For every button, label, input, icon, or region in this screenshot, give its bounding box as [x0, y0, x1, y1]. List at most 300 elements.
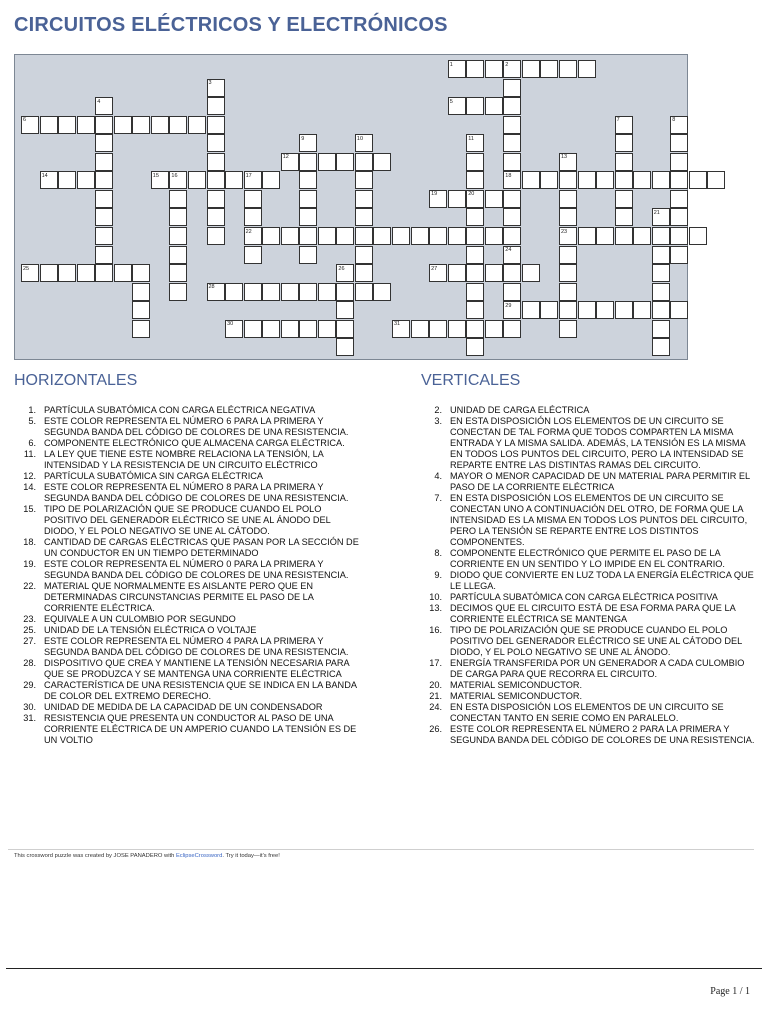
crossword-cell[interactable] [21, 116, 39, 134]
crossword-cell[interactable] [615, 301, 633, 319]
clue-number-label: 21 [653, 209, 660, 216]
clue-number-label: 1 [449, 61, 453, 68]
crossword-cell[interactable] [299, 227, 317, 245]
clue-number-label: 11 [468, 135, 474, 142]
crossword-cell[interactable] [40, 264, 58, 282]
crossword-cell[interactable] [299, 320, 317, 338]
crossword-cell[interactable] [540, 301, 558, 319]
crossword-cell[interactable] [466, 60, 484, 78]
crossword-cell[interactable] [299, 246, 317, 264]
crossword-cell[interactable] [615, 190, 633, 208]
crossword-cell[interactable] [411, 320, 429, 338]
crossword-cell[interactable] [336, 153, 354, 171]
crossword-cell[interactable] [503, 208, 521, 226]
crossword-cell[interactable] [578, 227, 596, 245]
clue-number: 16. [429, 625, 442, 635]
clue-number: 12. [23, 471, 36, 481]
horizontal-clue [14, 680, 359, 702]
crossword-cell[interactable] [225, 171, 243, 189]
clue-number-label: 3 [208, 80, 212, 87]
clue-number: 24. [429, 702, 442, 712]
crossword-cell[interactable] [466, 190, 484, 208]
crossword-cell[interactable] [485, 264, 503, 282]
vertical-clue [420, 493, 755, 548]
clue-text: PARTÍCULA SUBATÓMICA CON CARGA ELÉCTRICA NEGATIVA [44, 405, 316, 415]
crossword-cell[interactable] [355, 190, 373, 208]
crossword-cell[interactable] [77, 171, 95, 189]
crossword-cell[interactable] [429, 190, 447, 208]
crossword-cell[interactable] [503, 246, 521, 264]
crossword-cell[interactable] [244, 227, 262, 245]
crossword-cell[interactable] [540, 171, 558, 189]
crossword-cell[interactable] [652, 320, 670, 338]
crossword-cell[interactable] [299, 134, 317, 152]
crossword-cell[interactable] [318, 227, 336, 245]
crossword-cell[interactable] [466, 301, 484, 319]
eclipsecrossword-link[interactable]: EclipseCrossword [175, 853, 223, 859]
crossword-cell[interactable] [615, 171, 633, 189]
crossword-cell[interactable] [522, 60, 540, 78]
clue-number: 29. [23, 680, 36, 690]
clue-text: ESTE COLOR REPRESENTA EL NÚMERO 0 PARA LA PRIMERA Y SEGUNDA BANDA DEL CÓDIGO DE COLORES DE UNA RESISTENCIA. [44, 559, 349, 580]
crossword-cell[interactable] [281, 320, 299, 338]
crossword-cell[interactable] [633, 227, 651, 245]
clue-number-label: 28 [208, 284, 215, 291]
clue-number-label: 31 [394, 321, 401, 328]
crossword-cell[interactable] [207, 190, 225, 208]
crossword-cell[interactable] [652, 227, 670, 245]
crossword-cell[interactable] [336, 320, 354, 338]
crossword-cell[interactable] [503, 60, 521, 78]
crossword-cell[interactable] [77, 264, 95, 282]
crossword-cell[interactable] [392, 320, 410, 338]
horizontal-clue [14, 449, 359, 471]
crossword-cell[interactable] [485, 97, 503, 115]
crossword-cell[interactable] [429, 264, 447, 282]
clue-number-label: 15 [152, 172, 159, 179]
clue-text: PARTÍCULA SUBATÓMICA SIN CARGA ELÉCTRICA [44, 471, 264, 481]
crossword-cell[interactable] [670, 208, 688, 226]
crossword-cell[interactable] [652, 283, 670, 301]
crossword-cell[interactable] [559, 320, 577, 338]
vertical-clue [420, 416, 755, 471]
crossword-cell[interactable] [503, 190, 521, 208]
crossword-cell[interactable] [689, 171, 707, 189]
crossword-cell[interactable] [578, 171, 596, 189]
crossword-cell[interactable] [169, 208, 187, 226]
clue-text: RESISTENCIA QUE PRESENTA UN CONDUCTOR AL PASO DE UNA CORRIENTE ELÉCTRICA DE UN AMPERIO CUANDO LA TENSIÓN ES DE UN VOLTIO [44, 713, 357, 745]
crossword-cell[interactable] [615, 134, 633, 152]
crossword-cell[interactable] [540, 60, 558, 78]
crossword-cell[interactable] [670, 116, 688, 134]
horizontal-heading: HORIZONTALES [14, 372, 138, 389]
crossword-cell[interactable] [281, 153, 299, 171]
crossword-cell[interactable] [336, 283, 354, 301]
crossword-cell[interactable] [615, 116, 633, 134]
horizontal-clue [14, 482, 359, 504]
crossword-cell[interactable] [448, 227, 466, 245]
crossword-cell[interactable] [355, 134, 373, 152]
clue-number-label: 26 [338, 265, 345, 272]
crossword-cell[interactable] [299, 153, 317, 171]
crossword-cell[interactable] [95, 134, 113, 152]
crossword-cell[interactable] [262, 320, 280, 338]
crossword-cell[interactable] [448, 190, 466, 208]
crossword-cell[interactable] [318, 320, 336, 338]
crossword-cell[interactable] [522, 264, 540, 282]
clue-number: 26. [429, 724, 442, 734]
clue-text: CANTIDAD DE CARGAS ELÉCTRICAS QUE PASAN POR LA SECCIÓN DE UN CONDUCTOR EN UN TIEMPO DETERMINADO [44, 537, 359, 558]
crossword-cell[interactable] [299, 208, 317, 226]
clue-number-label: 16 [171, 172, 178, 179]
clue-number-label: 9 [301, 135, 305, 142]
crossword-cell[interactable] [503, 97, 521, 115]
crossword-cell[interactable] [652, 301, 670, 319]
horizontal-clue [14, 405, 359, 416]
crossword-cell[interactable] [503, 171, 521, 189]
clue-text: MAYOR O MENOR CAPACIDAD DE UN MATERIAL PARA PERMITIR EL PASO DE LA CORRIENTE ELÉCTRICA [450, 471, 750, 492]
crossword-cell[interactable] [355, 153, 373, 171]
clue-number-label: 13 [561, 154, 568, 161]
crossword-cell[interactable] [466, 153, 484, 171]
crossword-cell[interactable] [40, 171, 58, 189]
crossword-cell[interactable] [169, 264, 187, 282]
clue-number: 11. [23, 449, 36, 459]
clue-text: EN ESTA DISPOSICIÓN LOS ELEMENTOS DE UN CIRCUITO SE CONECTAN TANTO EN SERIE COMO EN PARALELO. [450, 702, 724, 723]
crossword-cell[interactable] [503, 153, 521, 171]
crossword-cell[interactable] [244, 190, 262, 208]
crossword-cell[interactable] [559, 190, 577, 208]
crossword-cell[interactable] [670, 153, 688, 171]
clue-number: 15. [23, 504, 36, 514]
crossword-cell[interactable] [244, 171, 262, 189]
crossword-cell[interactable] [670, 301, 688, 319]
clue-number-label: 12 [282, 154, 289, 161]
crossword-cell[interactable] [207, 134, 225, 152]
clue-number-label: 10 [356, 135, 364, 142]
crossword-cell[interactable] [485, 60, 503, 78]
crossword-grid [14, 54, 688, 360]
crossword-cell[interactable] [596, 171, 614, 189]
crossword-cell[interactable] [466, 320, 484, 338]
crossword-cell[interactable] [466, 338, 484, 356]
crossword-cell[interactable] [262, 171, 280, 189]
crossword-cell[interactable] [466, 283, 484, 301]
crossword-cell[interactable] [188, 171, 206, 189]
crossword-cell[interactable] [466, 227, 484, 245]
crossword-cell[interactable] [244, 320, 262, 338]
horizontal-clue [14, 713, 359, 746]
clue-number: 27. [23, 636, 36, 646]
crossword-cell[interactable] [244, 246, 262, 264]
crossword-cell[interactable] [652, 171, 670, 189]
crossword-cell[interactable] [207, 227, 225, 245]
crossword-cell[interactable] [262, 227, 280, 245]
crossword-cell[interactable] [466, 171, 484, 189]
crossword-cell[interactable] [151, 171, 169, 189]
crossword-cell[interactable] [281, 227, 299, 245]
crossword-cell[interactable] [95, 171, 113, 189]
clue-number-label: 18 [505, 172, 512, 179]
crossword-cell[interactable] [262, 283, 280, 301]
clue-text: ESTE COLOR REPRESENTA EL NÚMERO 6 PARA LA PRIMERA Y SEGUNDA BANDA DEL CÓDIGO DE COLORES DE UNA RESISTENCIA. [44, 416, 349, 437]
crossword-cell[interactable] [485, 227, 503, 245]
crossword-cell[interactable] [58, 171, 76, 189]
crossword-cell[interactable] [207, 283, 225, 301]
crossword-cell[interactable] [95, 97, 113, 115]
crossword-cell[interactable] [207, 153, 225, 171]
crossword-cell[interactable] [207, 171, 225, 189]
crossword-cell[interactable] [151, 116, 169, 134]
clue-text: CARACTERÍSTICA DE UNA RESISTENCIA QUE SE INDICA EN LA BANDA DE COLOR DEL EXTREMO DERECHO. [44, 680, 357, 701]
vertical-clue [420, 603, 755, 625]
clue-text: DISPOSITIVO QUE CREA Y MANTIENE LA TENSIÓN NECESARIA PARA QUE SE PRODUZCA Y SE MANTENGA UNA CORRIENTE ELÉCTRICA [44, 658, 350, 679]
crossword-cell[interactable] [670, 227, 688, 245]
crossword-cell[interactable] [244, 283, 262, 301]
crossword-cell[interactable] [503, 134, 521, 152]
crossword-cell[interactable] [114, 116, 132, 134]
clue-number: 13. [429, 603, 442, 613]
crossword-cell[interactable] [169, 227, 187, 245]
crossword-cell[interactable] [559, 153, 577, 171]
crossword-cell[interactable] [503, 283, 521, 301]
credit-line [14, 853, 280, 859]
crossword-cell[interactable] [559, 246, 577, 264]
crossword-cell[interactable] [169, 246, 187, 264]
crossword-cell[interactable] [559, 60, 577, 78]
clue-number-label: 4 [97, 98, 101, 105]
crossword-cell[interactable] [355, 246, 373, 264]
vertical-clue [420, 680, 755, 691]
crossword-cell[interactable] [652, 338, 670, 356]
crossword-cell[interactable] [281, 283, 299, 301]
crossword-cell[interactable] [466, 208, 484, 226]
crossword-cell[interactable] [207, 208, 225, 226]
clue-number-label: 17 [245, 172, 252, 179]
crossword-cell[interactable] [132, 264, 150, 282]
crossword-cell[interactable] [58, 116, 76, 134]
vertical-clue [420, 570, 755, 592]
crossword-cell[interactable] [392, 227, 410, 245]
crossword-cell[interactable] [132, 320, 150, 338]
horizontal-clue-list [14, 405, 359, 746]
crossword-cell[interactable] [503, 301, 521, 319]
credit-suffix: . Try it today—it's free! [222, 853, 280, 859]
crossword-cell[interactable] [336, 338, 354, 356]
crossword-cell[interactable] [169, 116, 187, 134]
crossword-cell[interactable] [207, 79, 225, 97]
vertical-clue [420, 592, 755, 603]
crossword-cell[interactable] [522, 171, 540, 189]
crossword-cell[interactable] [448, 60, 466, 78]
crossword-cell[interactable] [355, 283, 373, 301]
crossword-cell[interactable] [503, 116, 521, 134]
crossword-cell[interactable] [578, 301, 596, 319]
clue-number-label: 7 [616, 117, 620, 124]
clue-number-label: 14 [41, 172, 48, 179]
crossword-cell[interactable] [114, 264, 132, 282]
clue-number: 19. [23, 559, 36, 569]
horizontal-clue [14, 504, 359, 537]
clue-text: DIODO QUE CONVIERTE EN LUZ TODA LA ENERGÍA ELÉCTRICA QUE LE LLEGA. [450, 570, 754, 591]
crossword-cell[interactable] [169, 283, 187, 301]
crossword-cell[interactable] [652, 264, 670, 282]
crossword-cell[interactable] [318, 153, 336, 171]
clue-number: 5. [28, 416, 36, 426]
vertical-clue [420, 405, 755, 416]
crossword-cell[interactable] [132, 283, 150, 301]
crossword-cell[interactable] [299, 283, 317, 301]
crossword-cell[interactable] [95, 264, 113, 282]
crossword-cell[interactable] [503, 320, 521, 338]
crossword-cell[interactable] [225, 283, 243, 301]
crossword-cell[interactable] [95, 246, 113, 264]
clue-number: 22. [23, 581, 36, 591]
page-bottom-rule [6, 968, 762, 969]
crossword-cell[interactable] [559, 283, 577, 301]
crossword-cell[interactable] [578, 60, 596, 78]
crossword-cell[interactable] [615, 208, 633, 226]
crossword-cell[interactable] [559, 171, 577, 189]
crossword-cell[interactable] [373, 283, 391, 301]
crossword-cell[interactable] [355, 171, 373, 189]
crossword-cell[interactable] [670, 190, 688, 208]
crossword-cell[interactable] [95, 190, 113, 208]
crossword-cell[interactable] [225, 320, 243, 338]
crossword-cell[interactable] [336, 227, 354, 245]
crossword-cell[interactable] [559, 208, 577, 226]
clue-text: ESTE COLOR REPRESENTA EL NÚMERO 2 PARA LA PRIMERA Y SEGUNDA BANDA DEL CÓDIGO DE COLORES DE UNA RESISTENCIA. [450, 724, 755, 745]
clue-text: ESTE COLOR REPRESENTA EL NÚMERO 8 PARA LA PRIMERA Y SEGUNDA BANDA DEL CÓDIGO DE COLORES DE UNA RESISTENCIA. [44, 482, 349, 503]
crossword-cell[interactable] [169, 171, 187, 189]
horizontal-clue [14, 438, 359, 449]
crossword-cell[interactable] [299, 171, 317, 189]
crossword-cell[interactable] [336, 301, 354, 319]
crossword-cell[interactable] [429, 320, 447, 338]
crossword-cell[interactable] [95, 153, 113, 171]
crossword-cell[interactable] [448, 320, 466, 338]
crossword-cell[interactable] [58, 264, 76, 282]
crossword-cell[interactable] [707, 171, 725, 189]
crossword-cell[interactable] [670, 246, 688, 264]
crossword-cell[interactable] [95, 116, 113, 134]
clue-text: EN ESTA DISPOSICIÓN LOS ELEMENTOS DE UN CIRCUITO SE CONECTAN DE TAL FORMA QUE TODOS COMPARTEN LA MISMA ENTRADA Y LA MISMA SALIDA. ADEMÁS, LA TENSIÓN ES LA MISMA EN TODOS LOS PUNTOS DEL CIRCUITO, PERO LA INTENSIDAD SE REPARTE ENTRE LAS DISTINTAS RAMAS DEL CIRCUITO. [450, 416, 746, 470]
crossword-cell[interactable] [336, 264, 354, 282]
clue-text: UNIDAD DE MEDIDA DE LA CAPACIDAD DE UN CONDENSADOR [44, 702, 323, 712]
crossword-cell[interactable] [652, 246, 670, 264]
crossword-cell[interactable] [633, 171, 651, 189]
crossword-cell[interactable] [40, 116, 58, 134]
clue-number-label: 19 [431, 191, 438, 198]
crossword-cell[interactable] [207, 97, 225, 115]
crossword-cell[interactable] [169, 190, 187, 208]
crossword-cell[interactable] [244, 208, 262, 226]
crossword-cell[interactable] [132, 116, 150, 134]
clue-number: 28. [23, 658, 36, 668]
crossword-cell[interactable] [77, 116, 95, 134]
crossword-cell[interactable] [355, 208, 373, 226]
crossword-cell[interactable] [485, 190, 503, 208]
clue-number-label: 27 [431, 265, 438, 272]
crossword-cell[interactable] [411, 227, 429, 245]
crossword-cell[interactable] [522, 301, 540, 319]
crossword-cell[interactable] [207, 116, 225, 134]
clue-number-label: 22 [245, 228, 252, 235]
vertical-clue [420, 548, 755, 570]
clue-number: 31. [23, 713, 36, 723]
clue-number: 4. [434, 471, 442, 481]
crossword-cell[interactable] [95, 227, 113, 245]
clue-text: MATERIAL SEMICONDUCTOR. [450, 691, 583, 701]
clue-text: COMPONENTE ELECTRÓNICO QUE ALMACENA CARGA ELÉCTRICA. [44, 438, 345, 448]
crossword-cell[interactable] [373, 153, 391, 171]
clue-number: 20. [429, 680, 442, 690]
crossword-cell[interactable] [299, 190, 317, 208]
clue-number: 18. [23, 537, 36, 547]
crossword-cell[interactable] [596, 227, 614, 245]
crossword-cell[interactable] [318, 283, 336, 301]
page-number: Page 1 / 1 [710, 986, 750, 997]
crossword-cell[interactable] [466, 97, 484, 115]
horizontal-clue [14, 658, 359, 680]
crossword-cell[interactable] [615, 227, 633, 245]
crossword-cell[interactable] [633, 301, 651, 319]
crossword-cell[interactable] [670, 171, 688, 189]
clue-number-label: 30 [227, 321, 234, 328]
crossword-cell[interactable] [132, 301, 150, 319]
crossword-cell[interactable] [373, 227, 391, 245]
clue-number: 25. [23, 625, 36, 635]
clue-text: UNIDAD DE CARGA ELÉCTRICA [450, 405, 590, 415]
crossword-cell[interactable] [466, 134, 484, 152]
crossword-cell[interactable] [615, 153, 633, 171]
crossword-cell[interactable] [503, 264, 521, 282]
crossword-cell[interactable] [188, 116, 206, 134]
crossword-cell[interactable] [503, 79, 521, 97]
clue-number: 6. [28, 438, 36, 448]
horizontal-clue [14, 537, 359, 559]
crossword-cell[interactable] [429, 227, 447, 245]
crossword-cell[interactable] [21, 264, 39, 282]
crossword-cell[interactable] [355, 227, 373, 245]
crossword-cell[interactable] [559, 264, 577, 282]
crossword-cell[interactable] [652, 208, 670, 226]
credit-prefix: This crossword puzzle was created by JOSE PANADERO with [14, 853, 176, 859]
crossword-cell[interactable] [466, 264, 484, 282]
crossword-cell[interactable] [95, 208, 113, 226]
crossword-cell[interactable] [466, 246, 484, 264]
crossword-cell[interactable] [448, 264, 466, 282]
horizontal-clue [14, 614, 359, 625]
crossword-cell[interactable] [559, 227, 577, 245]
crossword-cell[interactable] [670, 134, 688, 152]
crossword-cell[interactable] [485, 320, 503, 338]
crossword-cell[interactable] [448, 97, 466, 115]
crossword-cell[interactable] [559, 301, 577, 319]
horizontal-clue [14, 625, 359, 636]
clue-number: 3. [434, 416, 442, 426]
crossword-cell[interactable] [689, 227, 707, 245]
horizontal-clue [14, 559, 359, 581]
clue-text: DECIMOS QUE EL CIRCUITO ESTÁ DE ESA FORMA PARA QUE LA CORRIENTE ELÉCTRICA SE MANTENGA [450, 603, 736, 624]
clue-number: 21. [429, 691, 442, 701]
clue-text: ENERGÍA TRANSFERIDA POR UN GENERADOR A CADA CULOMBIO DE CARGA PARA QUE RECORRA EL CIRCUITO. [450, 658, 745, 679]
crossword-cell[interactable] [355, 264, 373, 282]
crossword-cell[interactable] [503, 227, 521, 245]
crossword-cell[interactable] [596, 301, 614, 319]
clue-number-label: 2 [505, 61, 509, 68]
clue-text: UNIDAD DE LA TENSIÓN ELÉCTRICA O VOLTAJE [44, 625, 257, 635]
